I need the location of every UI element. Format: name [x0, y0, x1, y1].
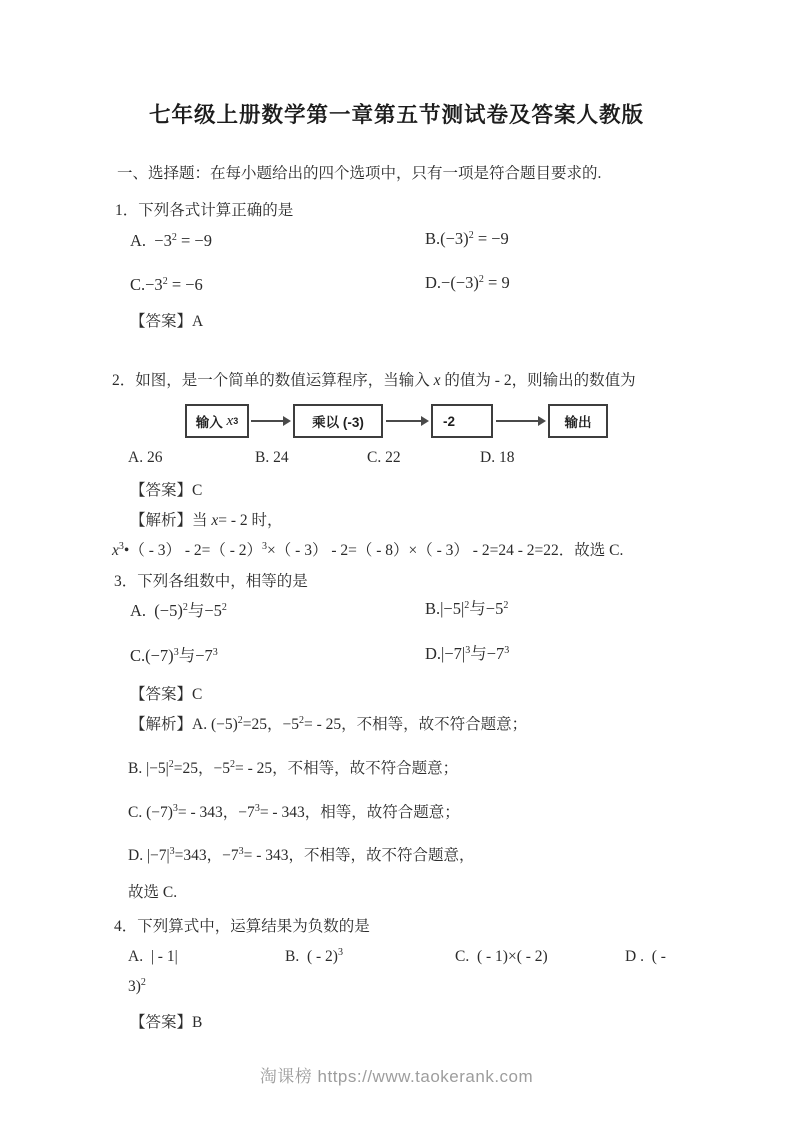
question-4-stem: 4．下列算式中，运算结果为负数的是 [114, 918, 370, 935]
q3-option-a: A. $(-5)^2$与$-5^2$ [130, 601, 227, 620]
flow-box-input: 输入 x 3 [185, 404, 249, 438]
q4-option-a: A. | - 1| [128, 948, 178, 965]
q3-option-d: $D.|-7|^3$与$-7^3$ [425, 644, 510, 663]
footer-text: 淘课榜 https://www.taokerank.com [259, 1067, 534, 1086]
q2-answer: 【答案】C [130, 482, 203, 499]
q1-option-b: $B.(-3)^2 = -9$ [425, 229, 509, 248]
flow-box-output: 输出 [548, 404, 608, 438]
q4-option-b: B. ( - 2)$^3$ [285, 947, 343, 965]
q4-option-d: D . ( - [625, 948, 666, 965]
q3-analysis-b: B. $|-5|^2=25$，$-5^2= - 25$，不相等，故不符合题意； [128, 759, 459, 777]
flow-box-multiply: 乘以 (-3) [293, 404, 383, 438]
q2-option-b: B. 24 [255, 449, 289, 466]
q2-analysis-line-2: $x^3•( - 3) - 2=( - 2)^3\times( - 3) - 2=( - 8)\times( - 3) - 2=24 - 2=22$．故选 C. [112, 541, 624, 559]
q3-answer: 【答案】C [130, 686, 203, 703]
q2-option-c: C. 22 [367, 449, 401, 466]
q4-option-c: C. ( - 1)×( - 2) [455, 948, 548, 965]
flow-arrow-3-icon [496, 420, 544, 422]
flow-arrow-2-icon [386, 420, 427, 422]
q2-option-a: A. 26 [128, 449, 163, 466]
q2-analysis-line-1: 【解析】当 x= - 2 时， [130, 512, 283, 529]
section-heading: 一、选择题：在每小题给出的四个选项中，只有一项是符合题目要求的. [117, 165, 602, 182]
q3-option-c: $C.(-7)^3$与$-7^3$ [130, 646, 218, 665]
q1-option-d: $D.-(-3)^2 = 9$ [425, 273, 510, 292]
q3-option-b: $B.|-5|^2$与$-5^2$ [425, 599, 509, 618]
q3-analysis-a: 【解析】A. $(-5)^2=25$，$-5^2= - 25$，不相等，故不符合题意； [130, 715, 528, 733]
flow-box-subtract: -2 [431, 404, 493, 438]
q3-analysis-d: D. $|-7|^3=343$，$-7^3= - 343$，不相等，故不符合题意， [128, 846, 475, 864]
flow-arrow-1-icon [251, 420, 289, 422]
q1-answer: 【答案】A [130, 313, 204, 330]
question-3-stem: 3．下列各组数中，相等的是 [114, 573, 308, 590]
q3-analysis-c: C. $(-7)^3= - 343$，$-7^3= - 343$，相等，故符合题意； [128, 803, 460, 821]
q2-option-d: D. 18 [480, 449, 515, 466]
q3-analysis-conclusion: 故选 C. [128, 884, 178, 901]
doc-title: 七年级上册数学第一章第五节测试卷及答案人教版 [148, 103, 644, 127]
question-2-stem: 2．如图，是一个简单的数值运算程序，当输入 x 的值为 - 2，则输出的数值为 [112, 372, 636, 389]
q1-option-c: $C.-3^2 = -6$ [130, 275, 203, 294]
q4-answer: 【答案】B [130, 1014, 203, 1031]
q1-option-a: A. $-3^2 = -9$ [130, 231, 212, 250]
question-1-stem: 1．下列各式计算正确的是 [115, 202, 294, 219]
q4-option-d-continuation: 3)$^2$ [128, 977, 146, 995]
